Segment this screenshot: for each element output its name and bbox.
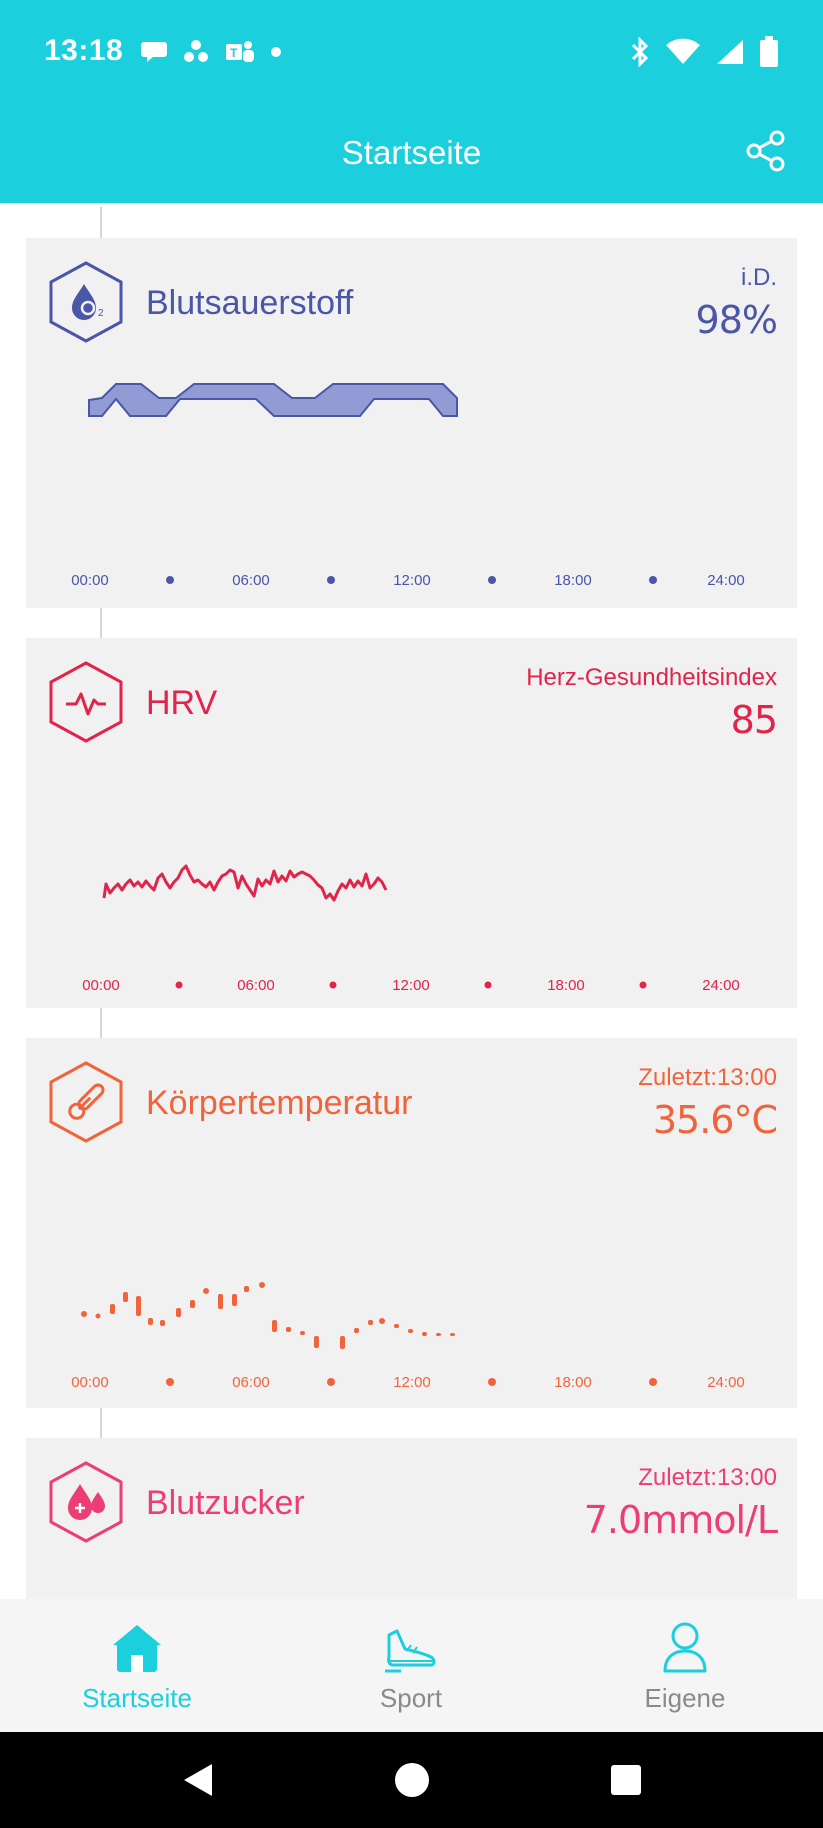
system-status-icons xyxy=(629,36,779,68)
timeline-connector xyxy=(100,607,102,641)
x-tick-label: 06:00 xyxy=(232,572,270,589)
blood-sugar-card[interactable] xyxy=(26,1438,797,1599)
system-nav-bar xyxy=(0,1732,823,1828)
hrv-card[interactable] xyxy=(26,638,797,1008)
nav-item-sport[interactable] xyxy=(274,1599,548,1732)
recents-icon[interactable] xyxy=(609,1763,643,1797)
oxygen-range-band xyxy=(89,384,457,416)
app-bar xyxy=(0,100,823,203)
x-tick-dot xyxy=(640,982,647,989)
x-tick-dot xyxy=(327,576,335,584)
x-tick-label: 06:00 xyxy=(237,977,275,994)
x-tick-dot xyxy=(176,982,183,989)
svg-text:T: T xyxy=(230,46,238,60)
x-tick-label: 18:00 xyxy=(547,977,585,994)
timeline-connector xyxy=(100,1407,102,1441)
x-tick-dot xyxy=(166,576,174,584)
nav-label: Startseite xyxy=(82,1683,192,1713)
back-icon[interactable] xyxy=(180,1762,214,1798)
x-tick-label: 00:00 xyxy=(71,1374,109,1391)
x-tick-label: 00:00 xyxy=(82,977,120,994)
x-axis xyxy=(71,572,745,589)
notification-icons xyxy=(140,38,282,66)
nav-label: Eigene xyxy=(644,1683,726,1713)
sneaker-icon xyxy=(383,1621,439,1673)
temperature-card[interactable] xyxy=(26,1038,797,1408)
bluetooth-icon xyxy=(629,37,651,67)
hrv-chart xyxy=(26,638,797,1008)
x-axis xyxy=(71,1374,745,1391)
x-tick-label: 24:00 xyxy=(707,1374,745,1391)
blood-oxygen-chart xyxy=(26,238,797,608)
card-value: 85 xyxy=(730,698,777,742)
temperature-chart xyxy=(26,1038,797,1408)
x-tick-label: 24:00 xyxy=(707,572,745,589)
wifi-icon xyxy=(665,38,701,66)
x-tick-dot xyxy=(327,1378,335,1386)
nav-item-startseite[interactable] xyxy=(0,1599,274,1732)
timeline-connector xyxy=(100,1007,102,1041)
dots-group-icon xyxy=(182,39,210,65)
blood-drops-icon xyxy=(48,1460,124,1544)
x-tick-dot xyxy=(488,1378,496,1386)
page-title: Startseite xyxy=(341,134,482,171)
home-icon xyxy=(109,1621,165,1673)
dashboard-list[interactable] xyxy=(0,203,823,1599)
card-subtitle: Zuletzt:13:00 xyxy=(638,1064,777,1091)
bottom-nav xyxy=(0,1599,823,1732)
battery-icon xyxy=(759,36,779,68)
x-tick-label: 12:00 xyxy=(393,572,431,589)
x-tick-label: 18:00 xyxy=(554,572,592,589)
blood-oxygen-card[interactable] xyxy=(26,238,797,608)
x-tick-dot xyxy=(488,576,496,584)
card-title: Blutsauerstoff xyxy=(146,284,354,322)
nav-item-eigene[interactable] xyxy=(548,1599,822,1732)
teams-icon xyxy=(224,38,256,66)
card-title: Blutzucker xyxy=(146,1484,305,1522)
share-icon[interactable] xyxy=(745,130,787,172)
card-value: 98% xyxy=(695,298,777,342)
hrv-line xyxy=(104,866,386,900)
card-subtitle: i.D. xyxy=(741,264,777,291)
status-time: 13:18 xyxy=(44,34,124,67)
card-title: HRV xyxy=(146,684,218,722)
x-tick-label: 00:00 xyxy=(71,572,109,589)
temperature-points xyxy=(81,1282,455,1349)
x-tick-label: 12:00 xyxy=(393,1374,431,1391)
chat-bubble-icon xyxy=(140,39,168,65)
timeline-connector xyxy=(100,207,102,241)
person-icon xyxy=(657,1621,713,1673)
status-bar xyxy=(0,0,823,100)
cellular-icon xyxy=(715,38,745,66)
card-value: 35.6°C xyxy=(652,1098,777,1142)
x-tick-dot xyxy=(649,576,657,584)
x-tick-label: 06:00 xyxy=(232,1374,270,1391)
x-tick-label: 18:00 xyxy=(554,1374,592,1391)
x-tick-label: 12:00 xyxy=(392,977,430,994)
x-tick-label: 24:00 xyxy=(702,977,740,994)
svg-text:2: 2 xyxy=(98,308,104,319)
x-axis xyxy=(82,977,740,994)
nav-label: Sport xyxy=(379,1683,443,1713)
card-title: Körpertemperatur xyxy=(146,1084,413,1122)
x-tick-dot xyxy=(166,1378,174,1386)
card-subtitle: Herz-Gesundheitsindex xyxy=(526,664,777,691)
x-tick-dot xyxy=(485,982,492,989)
home-circle-icon[interactable] xyxy=(393,1761,431,1799)
x-tick-dot xyxy=(330,982,337,989)
dot-icon xyxy=(270,46,282,58)
x-tick-dot xyxy=(649,1378,657,1386)
card-subtitle: Zuletzt:13:00 xyxy=(638,1464,777,1491)
card-value: 7.0mmol/L xyxy=(583,1498,777,1542)
